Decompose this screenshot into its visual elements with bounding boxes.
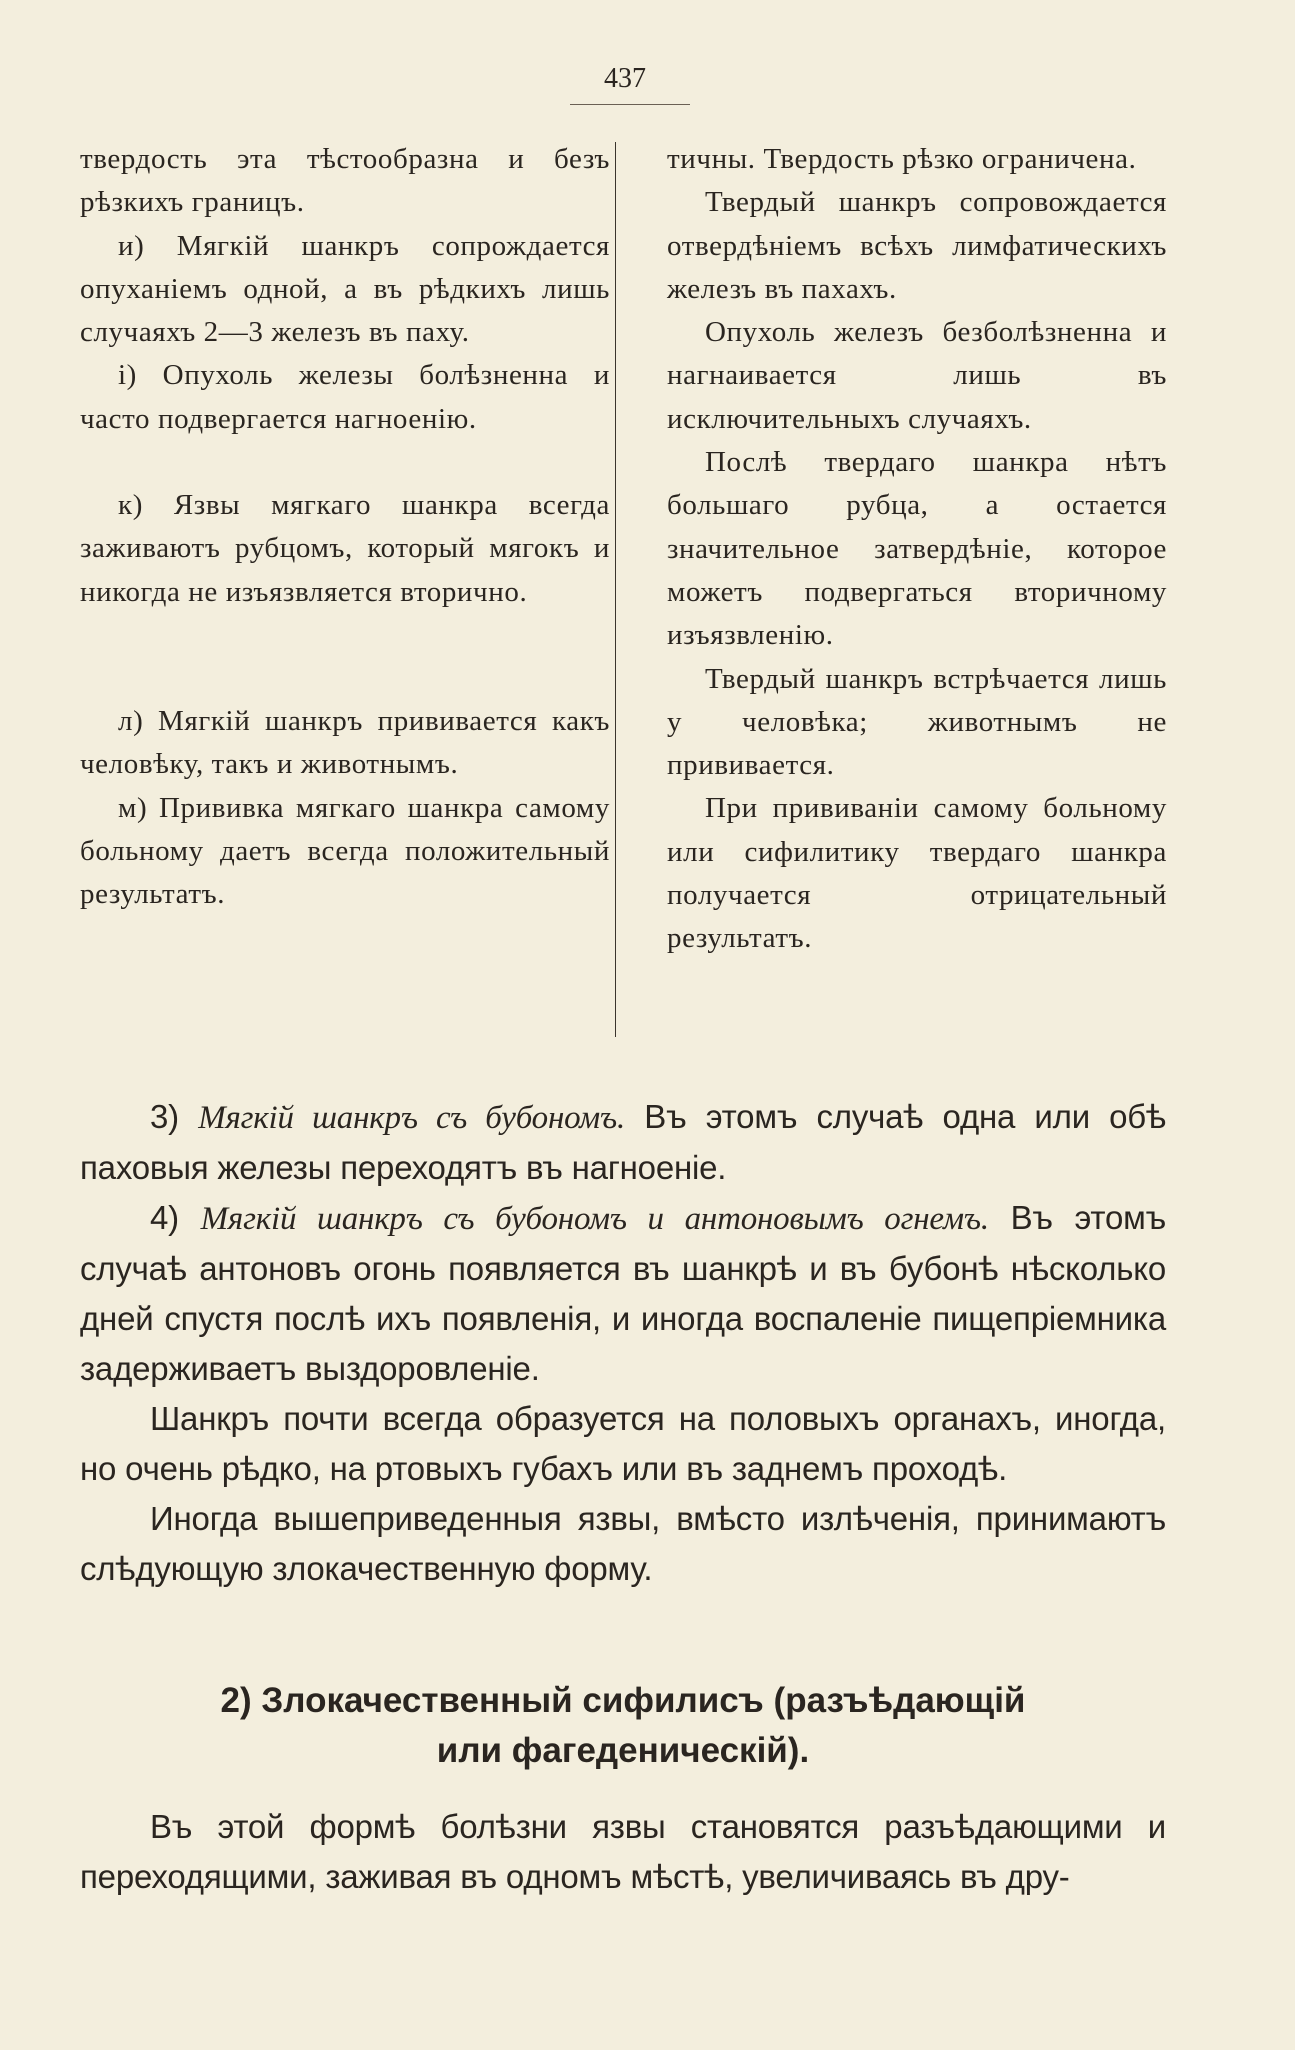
- paragraph-3-number: 3): [150, 1098, 179, 1135]
- heading-line-2: или фагеденическій).: [436, 1731, 810, 1770]
- page-number: 437: [604, 63, 646, 94]
- paragraph-4-number: 4): [150, 1199, 179, 1236]
- right-paragraph: Твердый шанкръ сопровождается отвердѣніемъ всѣхъ лимфатическихъ железъ въ пахахъ.: [667, 186, 1167, 305]
- right-column: [667, 138, 1167, 961]
- right-paragraph: Твердый шанкръ встрѣчается лишь у человѣка; животнымъ не прививается.: [667, 662, 1167, 782]
- paragraph-4-text: Въ этомъ случаѣ антоновъ огонь появляется въ шанкрѣ и въ бубонѣ нѣсколько дней спустя послѣ ихъ появленія, и иногда воспаленіе пищепріемника задерживаетъ выздоровленіе.: [80, 1199, 1167, 1387]
- right-paragraph: Послѣ твердаго шанкра нѣтъ большаго рубца, а остается значительное затвердѣніе, которое можетъ подвергаться вторичному изъязвленію.: [667, 446, 1167, 652]
- paragraph-3-title: Мягкій шанкръ съ бубономъ.: [198, 1100, 626, 1136]
- paragraph-7: Въ этой формѣ болѣзни язвы становятся разъѣдающими и переходящими, заживая въ одномъ мѣстѣ, увеличиваясь въ дру-: [80, 1808, 1166, 1895]
- heading-line-1: 2) Злокачественный сифилисъ (разъѣдающій: [220, 1681, 1026, 1720]
- column-divider: [615, 142, 616, 1037]
- page-number-rule: [570, 104, 690, 105]
- main-text: [80, 1092, 1166, 1594]
- paragraph-4-title: Мягкій шанкръ съ бубономъ и антоновымъ огнемъ.: [200, 1201, 989, 1237]
- paragraph-3-text: Въ этомъ случаѣ одна или обѣ паховыя железы переходятъ въ нагноеніе.: [80, 1098, 1167, 1186]
- right-paragraph: При прививаніи самому больному или сифилитику твердаго шанкра получается отрицательный результатъ.: [667, 792, 1167, 955]
- paragraph-4: [80, 1193, 1166, 1394]
- closing-text: [80, 1802, 1166, 1902]
- left-column: [80, 138, 610, 916]
- left-paragraph: л) Мягкій шанкръ прививается какъ человѣку, такъ и животнымъ.: [80, 704, 610, 781]
- paragraph-5: Шанкръ почти всегда образуется на половыхъ органахъ, иногда, но очень рѣдко, на ртовыхъ губахъ или въ заднемъ проходѣ.: [80, 1400, 1166, 1487]
- paragraph-6: Иногда вышеприведенныя язвы, вмѣсто излѣченія, принимаютъ слѣдующую злокачественную форму.: [80, 1500, 1166, 1587]
- section-heading: [80, 1676, 1166, 1776]
- paragraph-3: [80, 1092, 1166, 1193]
- right-paragraph: тичны. Твердость рѣзко ограничена.: [667, 143, 1137, 175]
- left-paragraph: и) Мягкій шанкръ сопрождается опуханіемъ одной, а въ рѣдкихъ лишь случаяхъ 2—3 железъ въ паху.: [80, 229, 610, 349]
- left-paragraph: твердость эта тѣстообразна и безъ рѣзкихъ границъ.: [80, 143, 610, 219]
- left-paragraph: і) Опухоль железы болѣзненна и часто подвергается нагноенію.: [80, 359, 610, 435]
- left-paragraph: к) Язвы мягкаго шанкра всегда заживаютъ рубцомъ, который мягокъ и никогда не изъязвляется вторично.: [80, 489, 610, 608]
- left-paragraph: м) Прививка мягкаго шанкра самому больному даетъ всегда положительный результатъ.: [80, 791, 610, 911]
- right-paragraph: Опухоль железъ безболѣзненна и нагнаивается лишь въ исключительныхъ случаяхъ.: [667, 316, 1167, 435]
